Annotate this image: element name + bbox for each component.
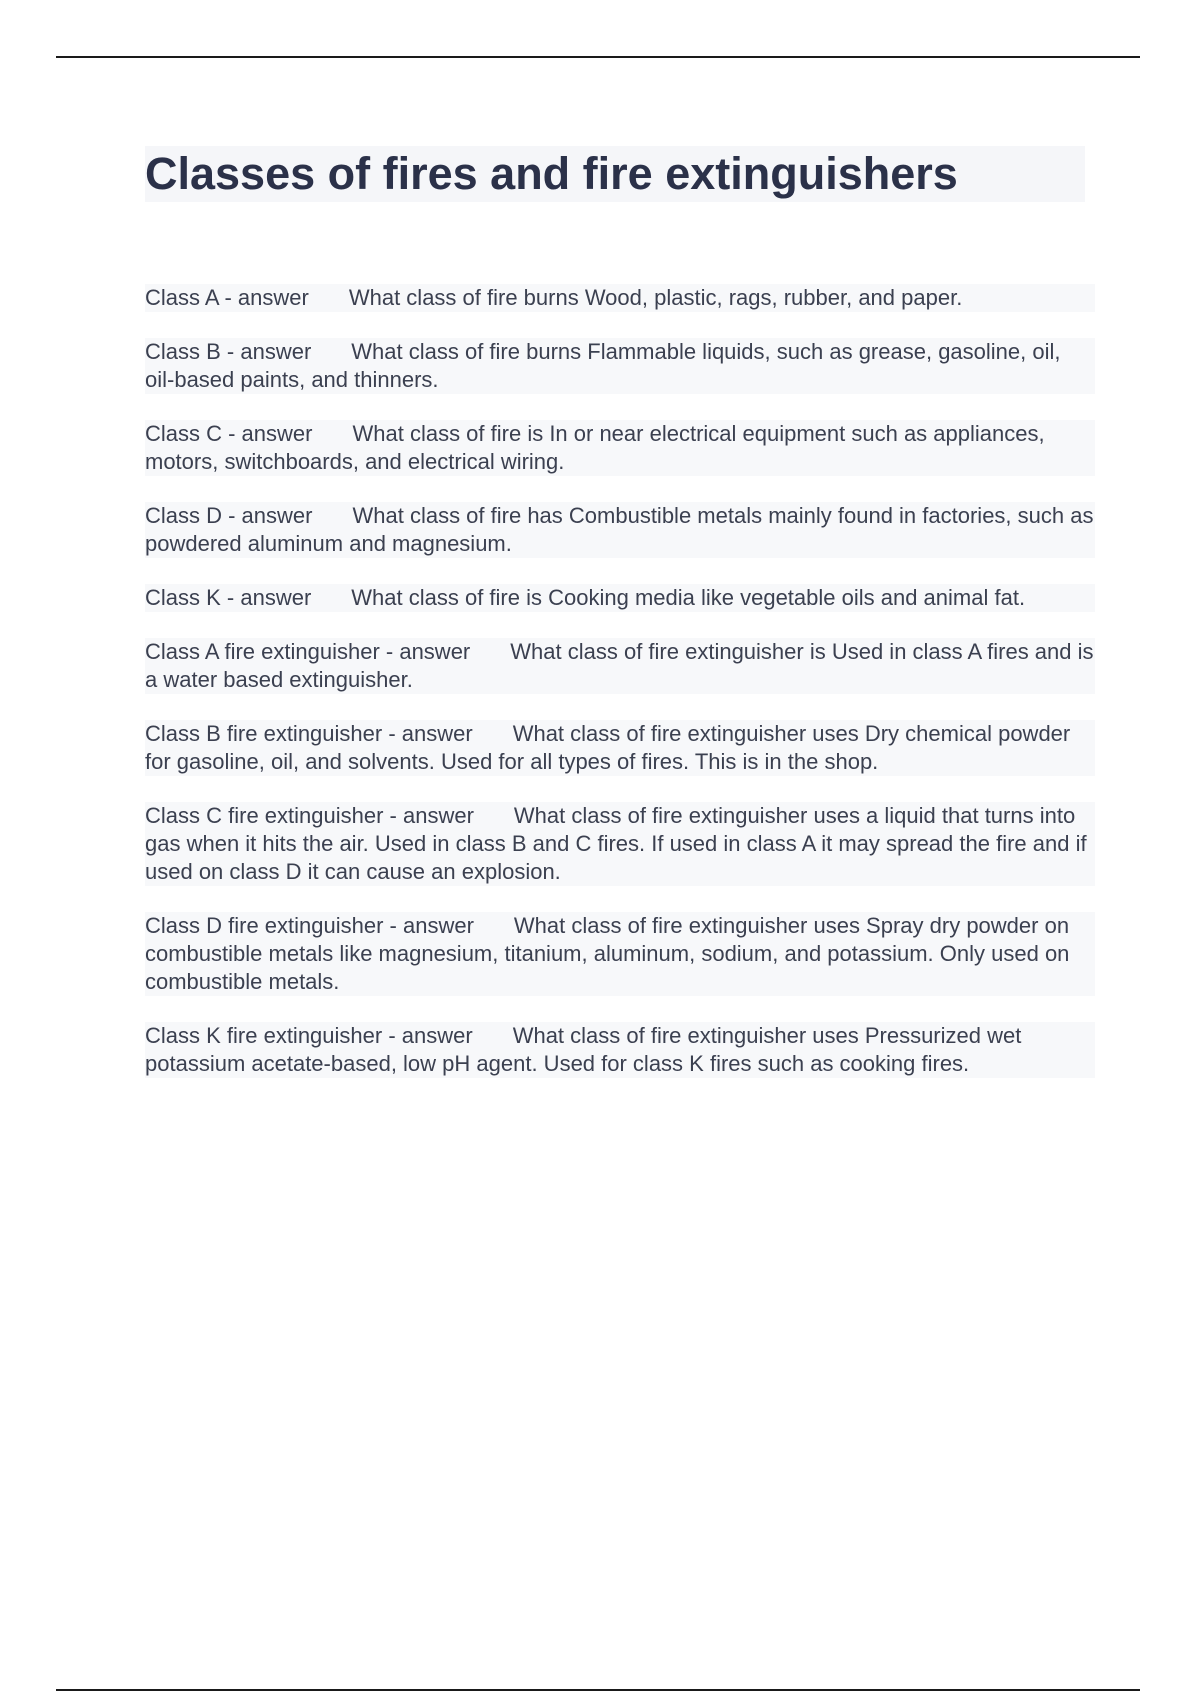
top-rule [56, 56, 1140, 58]
flashcard-entry [145, 284, 1095, 312]
flashcard-entry [145, 720, 1095, 776]
entry-term: Class K fire extinguisher - answer [145, 1023, 473, 1048]
entry-term: Class C fire extinguisher - answer [145, 803, 474, 828]
entry-term: Class A - answer [145, 285, 309, 310]
flashcard-entry [145, 1022, 1095, 1078]
entry-definition: What class of fire burns Wood, plastic, rags, rubber, and paper. [348, 285, 963, 310]
entry-definition: What class of fire has Combustible metals mainly found in factories, such as powdered aluminum and magnesium. [145, 503, 1094, 556]
entry-definition: What class of fire extinguisher uses Spray dry powder on combustible metals like magnesium, titanium, aluminum, sodium, and potassium. Only used on combustible metals. [145, 913, 1070, 994]
entry-term: Class A fire extinguisher - answer [145, 639, 471, 664]
entry-definition: What class of fire burns Flammable liquids, such as grease, gasoline, oil, oil-based paints, and thinners. [145, 339, 1061, 392]
entry-term: Class B fire extinguisher - answer [145, 721, 473, 746]
flashcard-entry [145, 912, 1095, 996]
entry-definition: What class of fire extinguisher uses Pressurized wet potassium acetate-based, low pH agent. Used for class K fires such as cooking fires. [145, 1023, 1022, 1076]
entry-term: Class K - answer [145, 585, 312, 610]
flashcard-entry [145, 502, 1095, 558]
entry-definition: What class of fire extinguisher uses Dry chemical powder for gasoline, oil, and solvents. Used for all types of fires. This is in the shop. [145, 721, 1071, 774]
flashcard-entry [145, 638, 1095, 694]
flashcard-entry [145, 584, 1095, 612]
entry-term: Class C - answer [145, 421, 313, 446]
entry-definition: What class of fire is Cooking media like vegetable oils and animal fat. [351, 585, 1026, 610]
flashcard-entry [145, 420, 1095, 476]
flashcard-entry [145, 338, 1095, 394]
entry-definition: What class of fire is In or near electrical equipment such as appliances, motors, switchboards, and electrical wiring. [145, 421, 1045, 474]
entry-definition: What class of fire extinguisher is Used in class A fires and is a water based extinguisher. [145, 639, 1094, 692]
bottom-rule [56, 1689, 1140, 1691]
entry-definition: What class of fire extinguisher uses a liquid that turns into gas when it hits the air. Used in class B and C fires. If used in class A it may spread the fire and if used on class D it can cause an explosion. [145, 803, 1087, 884]
entry-term: Class D fire extinguisher - answer [145, 913, 474, 938]
entry-term: Class D - answer [145, 503, 313, 528]
entry-term: Class B - answer [145, 339, 312, 364]
entry-list [145, 284, 1095, 1104]
page-title: Classes of fires and fire extinguishers [145, 146, 1085, 202]
flashcard-entry [145, 802, 1095, 886]
